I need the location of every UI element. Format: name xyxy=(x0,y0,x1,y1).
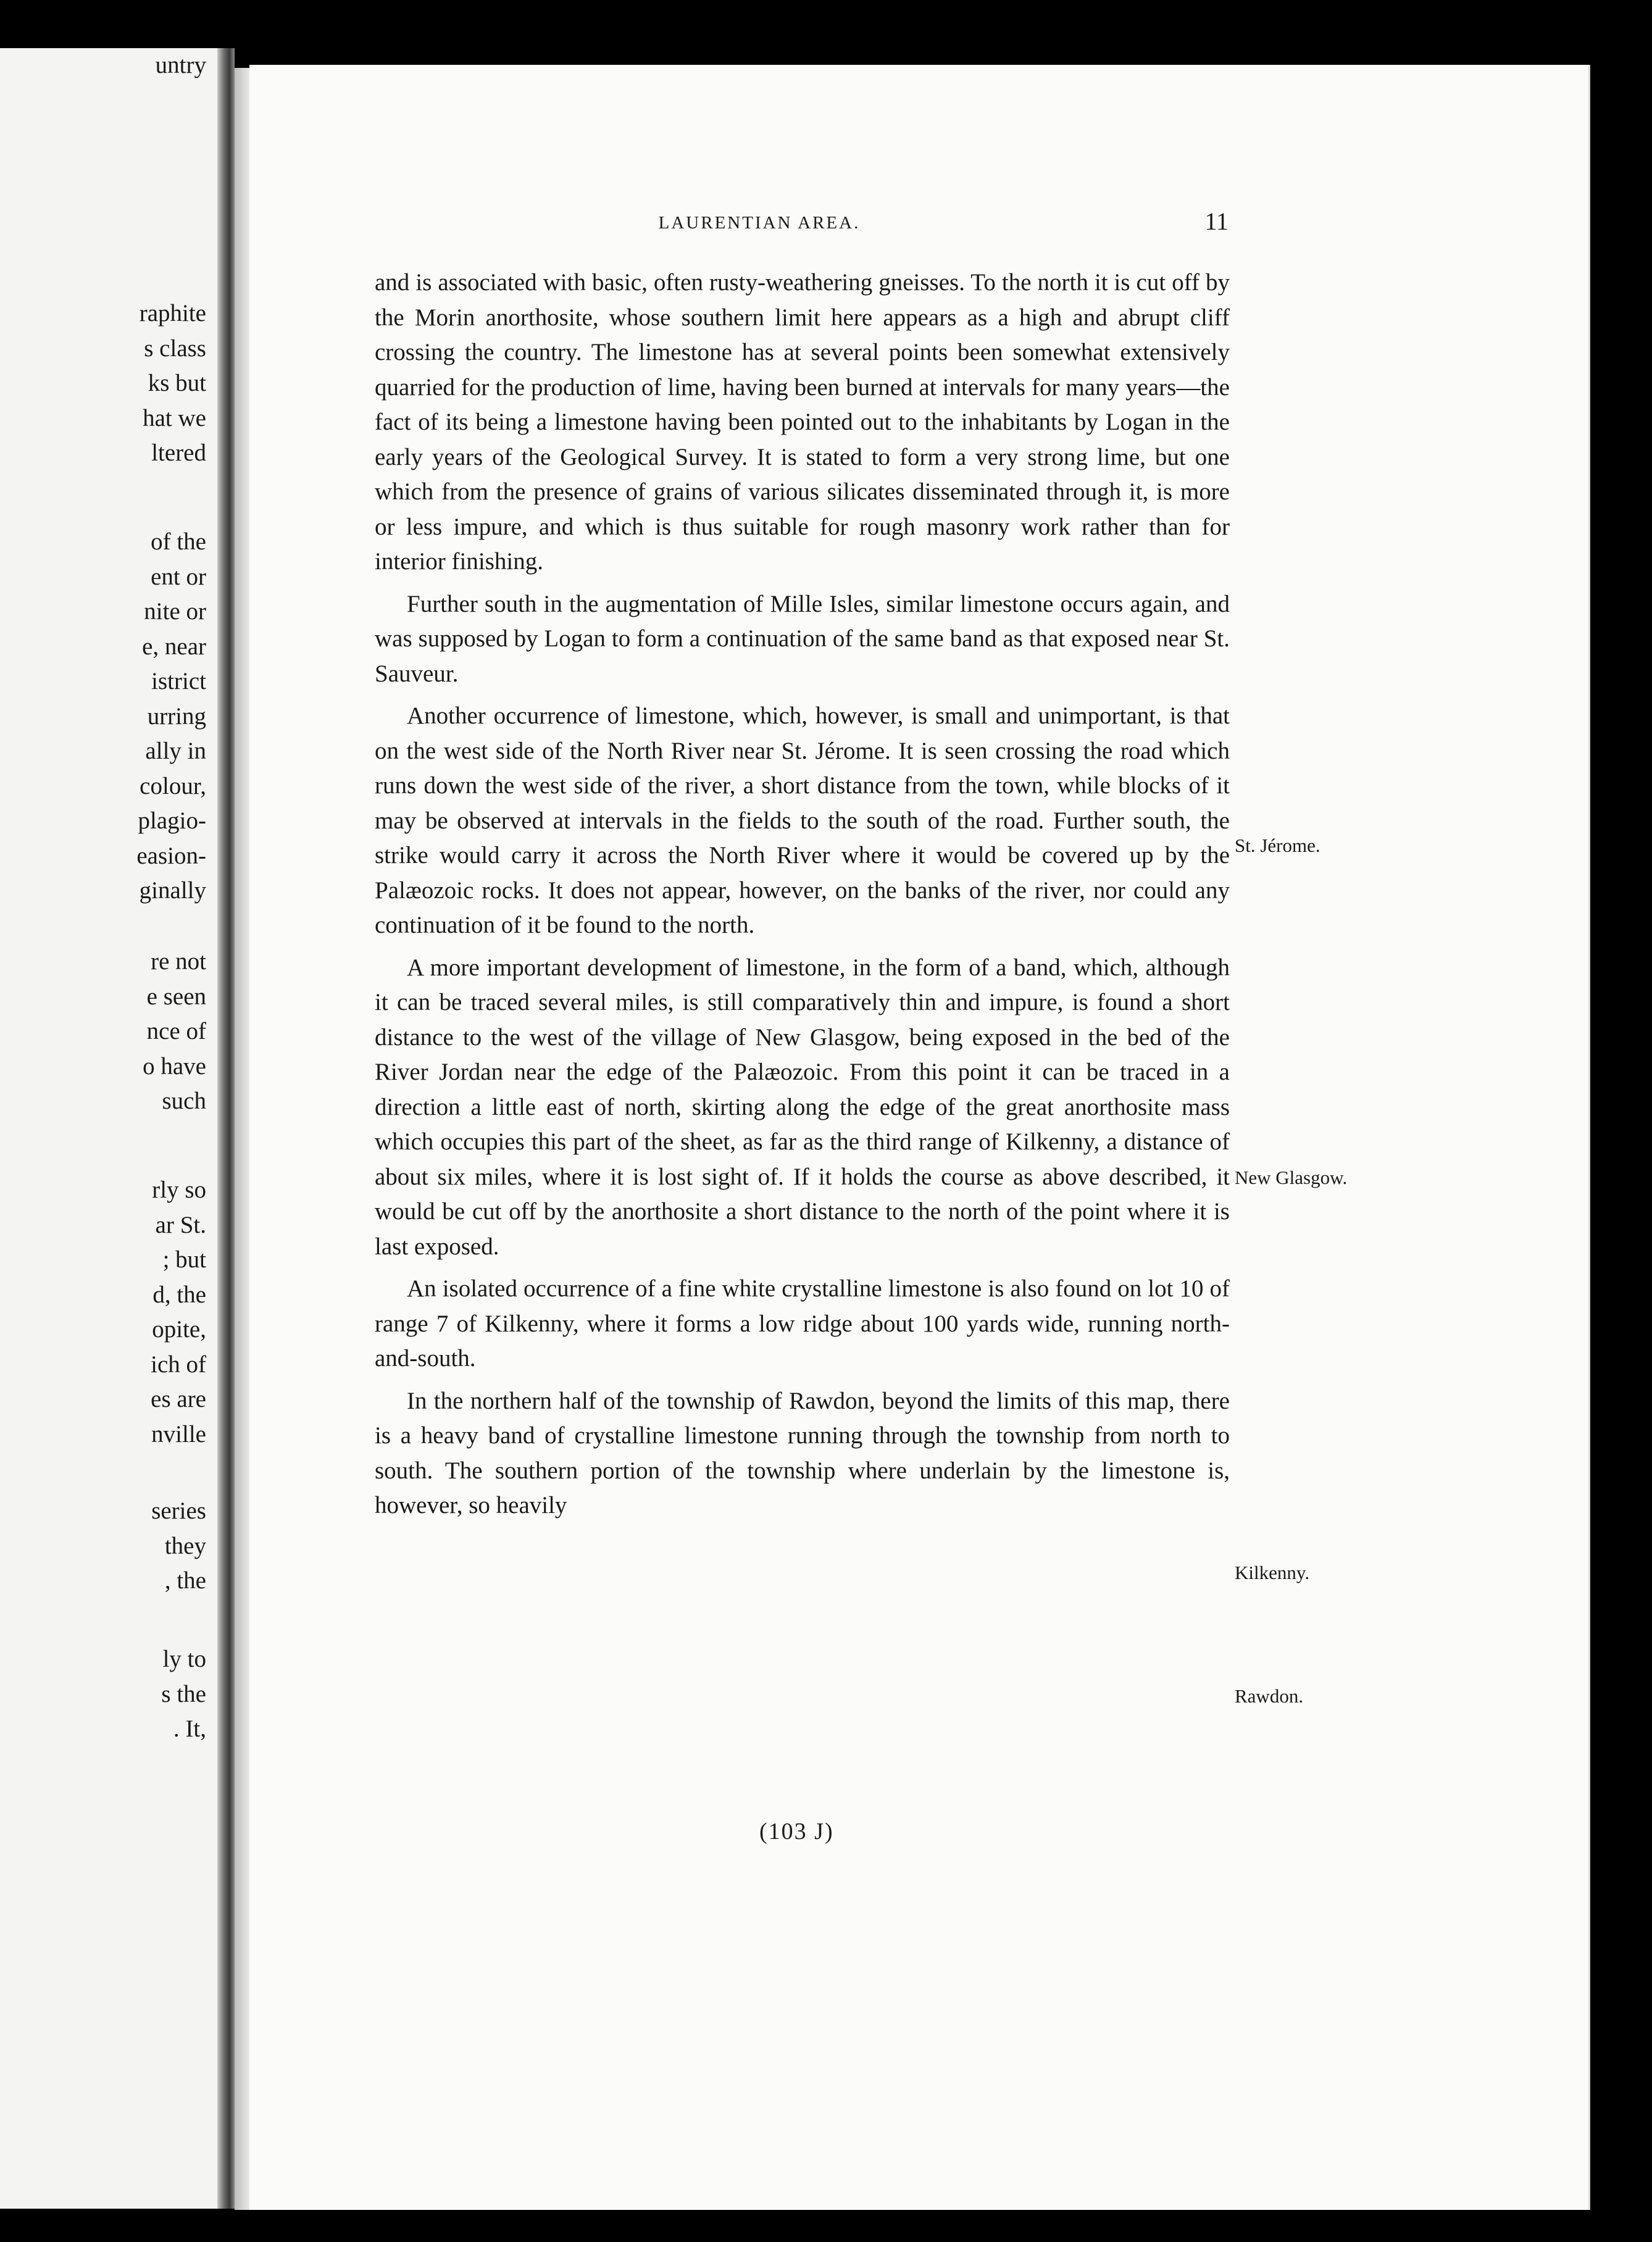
left-page-line: e, near xyxy=(142,633,206,660)
paragraph-1: and is associated with basic, often rusty-weathering gneisses. To the north it is cut off by the Morin anorthosite, whose southern limit here appears as a high and abrupt cliff crossing the country. The limestone has at several points been somewhat extensively quarried for the production of lime, having been burned at intervals for many years—the fact of its being a limestone having been pointed out to the inhabitants by Logan in the early years of the Geological Survey. It is stated to form a very strong lime, but one which from the presence of grains of various silicates disseminated through it, is more or less impure, and which is thus suitable for rough masonry work rather than for interior finishing. xyxy=(375,269,1230,575)
left-page-line: s the xyxy=(161,1680,206,1707)
left-page-line: series xyxy=(151,1498,206,1524)
left-page-line: ks but xyxy=(148,370,206,396)
left-page-line: urring xyxy=(147,702,206,730)
book-gutter xyxy=(217,48,235,2209)
left-page-line: , the xyxy=(164,1567,206,1594)
body-text xyxy=(375,265,1230,1531)
left-page-line: raphite xyxy=(139,300,206,327)
left-page-line: re not xyxy=(151,948,206,975)
side-note-rawdon: Rawdon. xyxy=(1235,1685,1304,1707)
folio: (103 J) xyxy=(759,1819,834,1844)
left-page-line: plagio- xyxy=(138,807,206,834)
left-page-line: nville xyxy=(151,1420,206,1448)
left-page-line: es are xyxy=(151,1386,206,1412)
left-page-line: ly to xyxy=(162,1646,206,1672)
left-page-fragment xyxy=(0,48,217,2209)
left-page-line: . It, xyxy=(173,1715,206,1742)
left-page-line: untry xyxy=(155,52,206,78)
left-page-line: ent or xyxy=(151,563,206,590)
left-page-line: ltered xyxy=(151,440,206,466)
paragraph-3: Another occurrence of limestone, which, however, is small and unimportant, is that on the west side of the North River near St. Jérome. It is seen crossing the road which runs down the west side of the river, a short distance from the town, while blocks of it may be observed at intervals in the fields to the south of the road. Further south, the strike would carry it across the North River where it would be covered up by the Palæozoic rocks. It does not appear, however, on the banks of the river, nor could any continuation of it be found to the north. xyxy=(375,702,1230,938)
left-page-line: they xyxy=(164,1532,206,1559)
left-page-line: d, the xyxy=(152,1281,206,1308)
side-note-kilkenny: Kilkenny. xyxy=(1235,1562,1310,1583)
side-note-new-glasgow: New Glasgow. xyxy=(1235,1167,1348,1188)
left-page-line: istrict xyxy=(151,668,206,694)
paragraph-4: A more important development of limestone, in the form of a band, which, although it can be traced several miles, is still comparatively thin and impure, is found a short distance to the west of the village of New Glasgow, being exposed in the bed of the River Jordan near the edge of the Palæozoic. From this point it can be traced in a direction a little east of north, skirting along the edge of the great anorthosite mass which occupies this part of the sheet, as far as the third range of Kilkenny, a distance of about six miles, where it is lost sight of. If it holds the course as above described, it would be cut off by the anorthosite a short distance to the north of the point where it is last exposed. xyxy=(375,954,1230,1260)
left-page-line: ally in xyxy=(145,738,206,764)
side-note-st-jerome: St. Jérome. xyxy=(1235,835,1320,856)
left-page-line: rly so xyxy=(152,1177,206,1203)
gutter-edge xyxy=(235,68,249,2210)
left-page-line: ich of xyxy=(151,1351,206,1378)
paragraph-6: In the northern half of the township of Rawdon, beyond the limits of this map, there is a heavy band of crystalline limestone running through the township from north to south. The southern portion of the township where underlain by the limestone is, however, so heavily xyxy=(375,1387,1230,1519)
left-page-line: nce of xyxy=(146,1018,206,1044)
paragraph-2: Further south in the augmentation of Mille Isles, similar limestone occurs again, and was supposed by Logan to form a continuation of the same band as that exposed near St. Sauveur. xyxy=(375,590,1230,687)
left-page-line: ar St. xyxy=(155,1211,206,1238)
left-page-line: such xyxy=(162,1088,206,1114)
left-page-line: o have xyxy=(143,1052,206,1080)
left-page-line: nite or xyxy=(144,598,206,625)
left-page-line: easion- xyxy=(136,842,206,869)
running-title: LAURENTIAN AREA. xyxy=(658,213,861,233)
left-page-line: hat we xyxy=(143,404,206,431)
left-page-line: of the xyxy=(151,528,206,555)
left-page-line: ; but xyxy=(162,1246,206,1273)
left-page-line: e seen xyxy=(146,983,206,1010)
left-page-line: colour, xyxy=(140,772,206,799)
page-number: 11 xyxy=(1204,207,1229,235)
left-page-line: opite, xyxy=(152,1316,206,1343)
paragraph-5: An isolated occurrence of a fine white crystalline limestone is also found on lot 10 of range 7 of Kilkenny, where it forms a low ridge about 100 yards wide, running north-and-south. xyxy=(375,1275,1230,1372)
left-page-line: s class xyxy=(144,335,206,362)
left-page-line: ginally xyxy=(139,877,206,904)
running-head xyxy=(438,207,1229,244)
